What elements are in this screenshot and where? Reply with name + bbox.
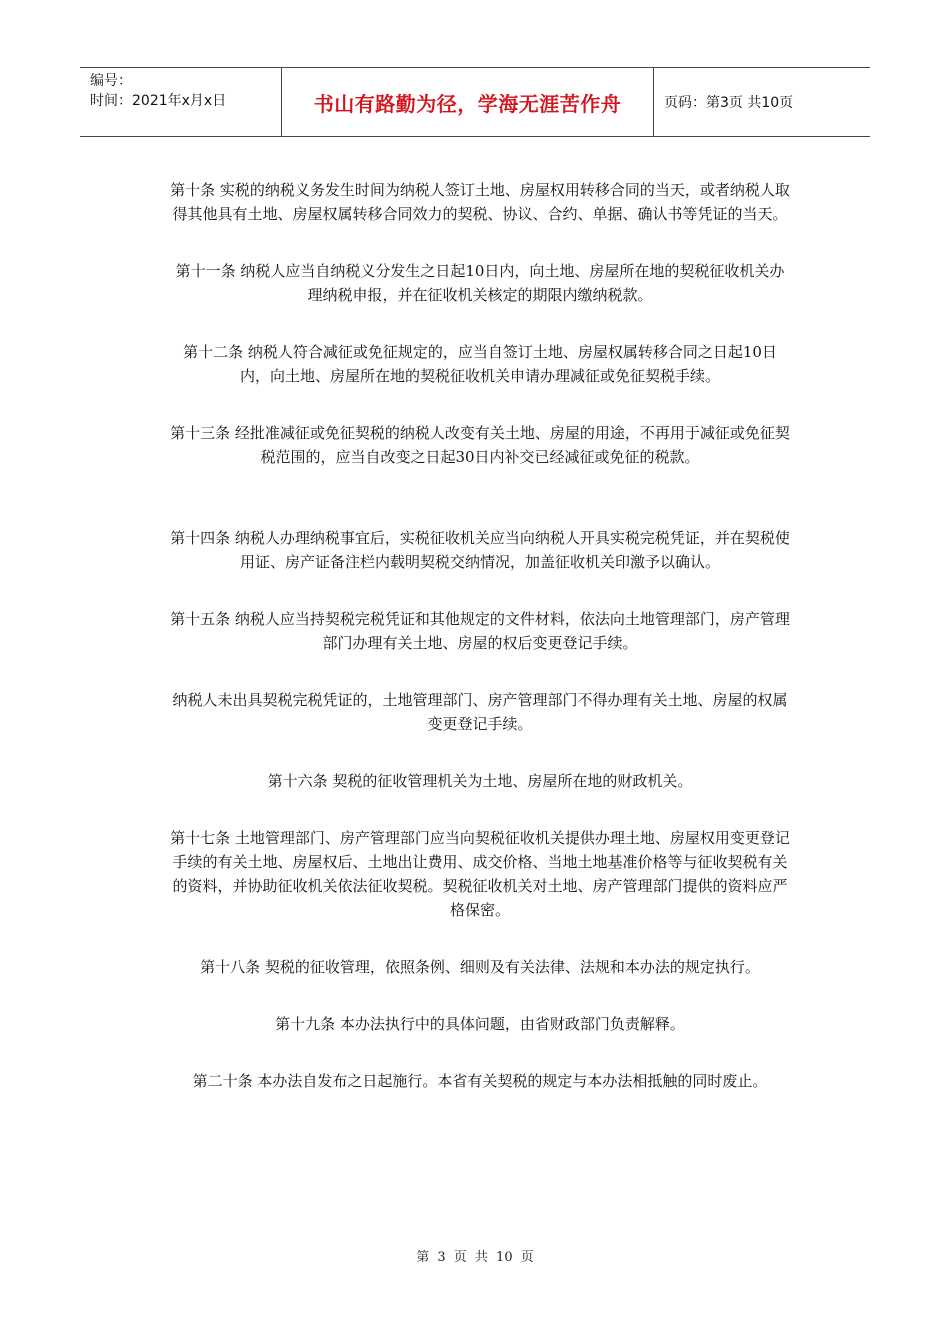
article-14: 第十四条 纳税人办理纳税事宜后，实税征收机关应当向纳税人开具实税完税凭证，并在契税使用证、房产证备注栏内载明契税交纳情况，加盖征收机关印激予以确认。	[170, 529, 790, 571]
header-meta	[80, 68, 281, 136]
article-11: 第十一条 纳税人应当自纳税义分发生之日起10日内，向土地、房屋所在地的契税征收机关办理纳税申报，并在征收机关核定的期限内缴纳税款。	[175, 262, 785, 304]
article-17: 第十七条 土地管理部门、房产管理部门应当向契税征收机关提供办理土地、房屋权用变更登记手续的有关土地、房屋权后、土地出让费用、成交价格、当地土地基准价格等与征收契税有关的资料，并协助征收机关依法征收契税。契税征收机关对土地、房产管理部门提供的资料应严格保密。	[170, 829, 790, 919]
page-footer: 第 3 页 共 10 页	[416, 1250, 534, 1265]
article-15-supplement: 纳税人未出具契税完税凭证的，土地管理部门、房产管理部门不得办理有关土地、房屋的权属变更登记手续。	[172, 691, 788, 733]
article-19: 第十九条 本办法执行中的具体问题，由省财政部门负责解释。	[275, 1015, 685, 1033]
document-body	[170, 178, 790, 1093]
article-18: 第十八条 契税的征收管理，依照条例、细则及有关法律、法规和本办法的规定执行。	[200, 958, 760, 976]
document-number-label: 编号：	[90, 73, 132, 89]
article-15: 第十五条 纳税人应当持契税完税凭证和其他规定的文件材料，依法向土地管理部门，房产管理部门办理有关土地、房屋的权后变更登记手续。	[170, 610, 790, 652]
article-10: 第十条 实税的纳税义务发生时间为纳税人签订土地、房屋权用转移合同的当天，或者纳税人取得其他具有土地、房屋权属转移合同效力的契税、协议、合约、单据、确认书等凭证的当天。	[170, 181, 790, 223]
page-header	[80, 67, 870, 137]
header-page-info: 页码：第3页 共10页	[664, 95, 794, 111]
article-20: 第二十条 本办法自发布之日起施行。本省有关契税的规定与本办法相抵触的同时废止。	[192, 1072, 768, 1090]
document-time-label: 时间：2021年x月x日	[90, 93, 227, 109]
article-13: 第十三条 经批准减征或免征契税的纳税人改变有关土地、房屋的用途，不再用于减征或免征契税范围的，应当自改变之日起30日内补交已经减征或免征的税款。	[170, 424, 790, 466]
article-16: 第十六条 契税的征收管理机关为土地、房屋所在地的财政机关。	[267, 772, 693, 790]
article-12: 第十二条 纳税人符合减征或免征规定的，应当自签订土地、房屋权属转移合同之日起10日内，向土地、房屋所在地的契税征收机关申请办理减征或免征契税手续。	[183, 343, 777, 385]
header-motto: 书山有路勤为径，学海无涯苦作舟	[281, 68, 654, 136]
